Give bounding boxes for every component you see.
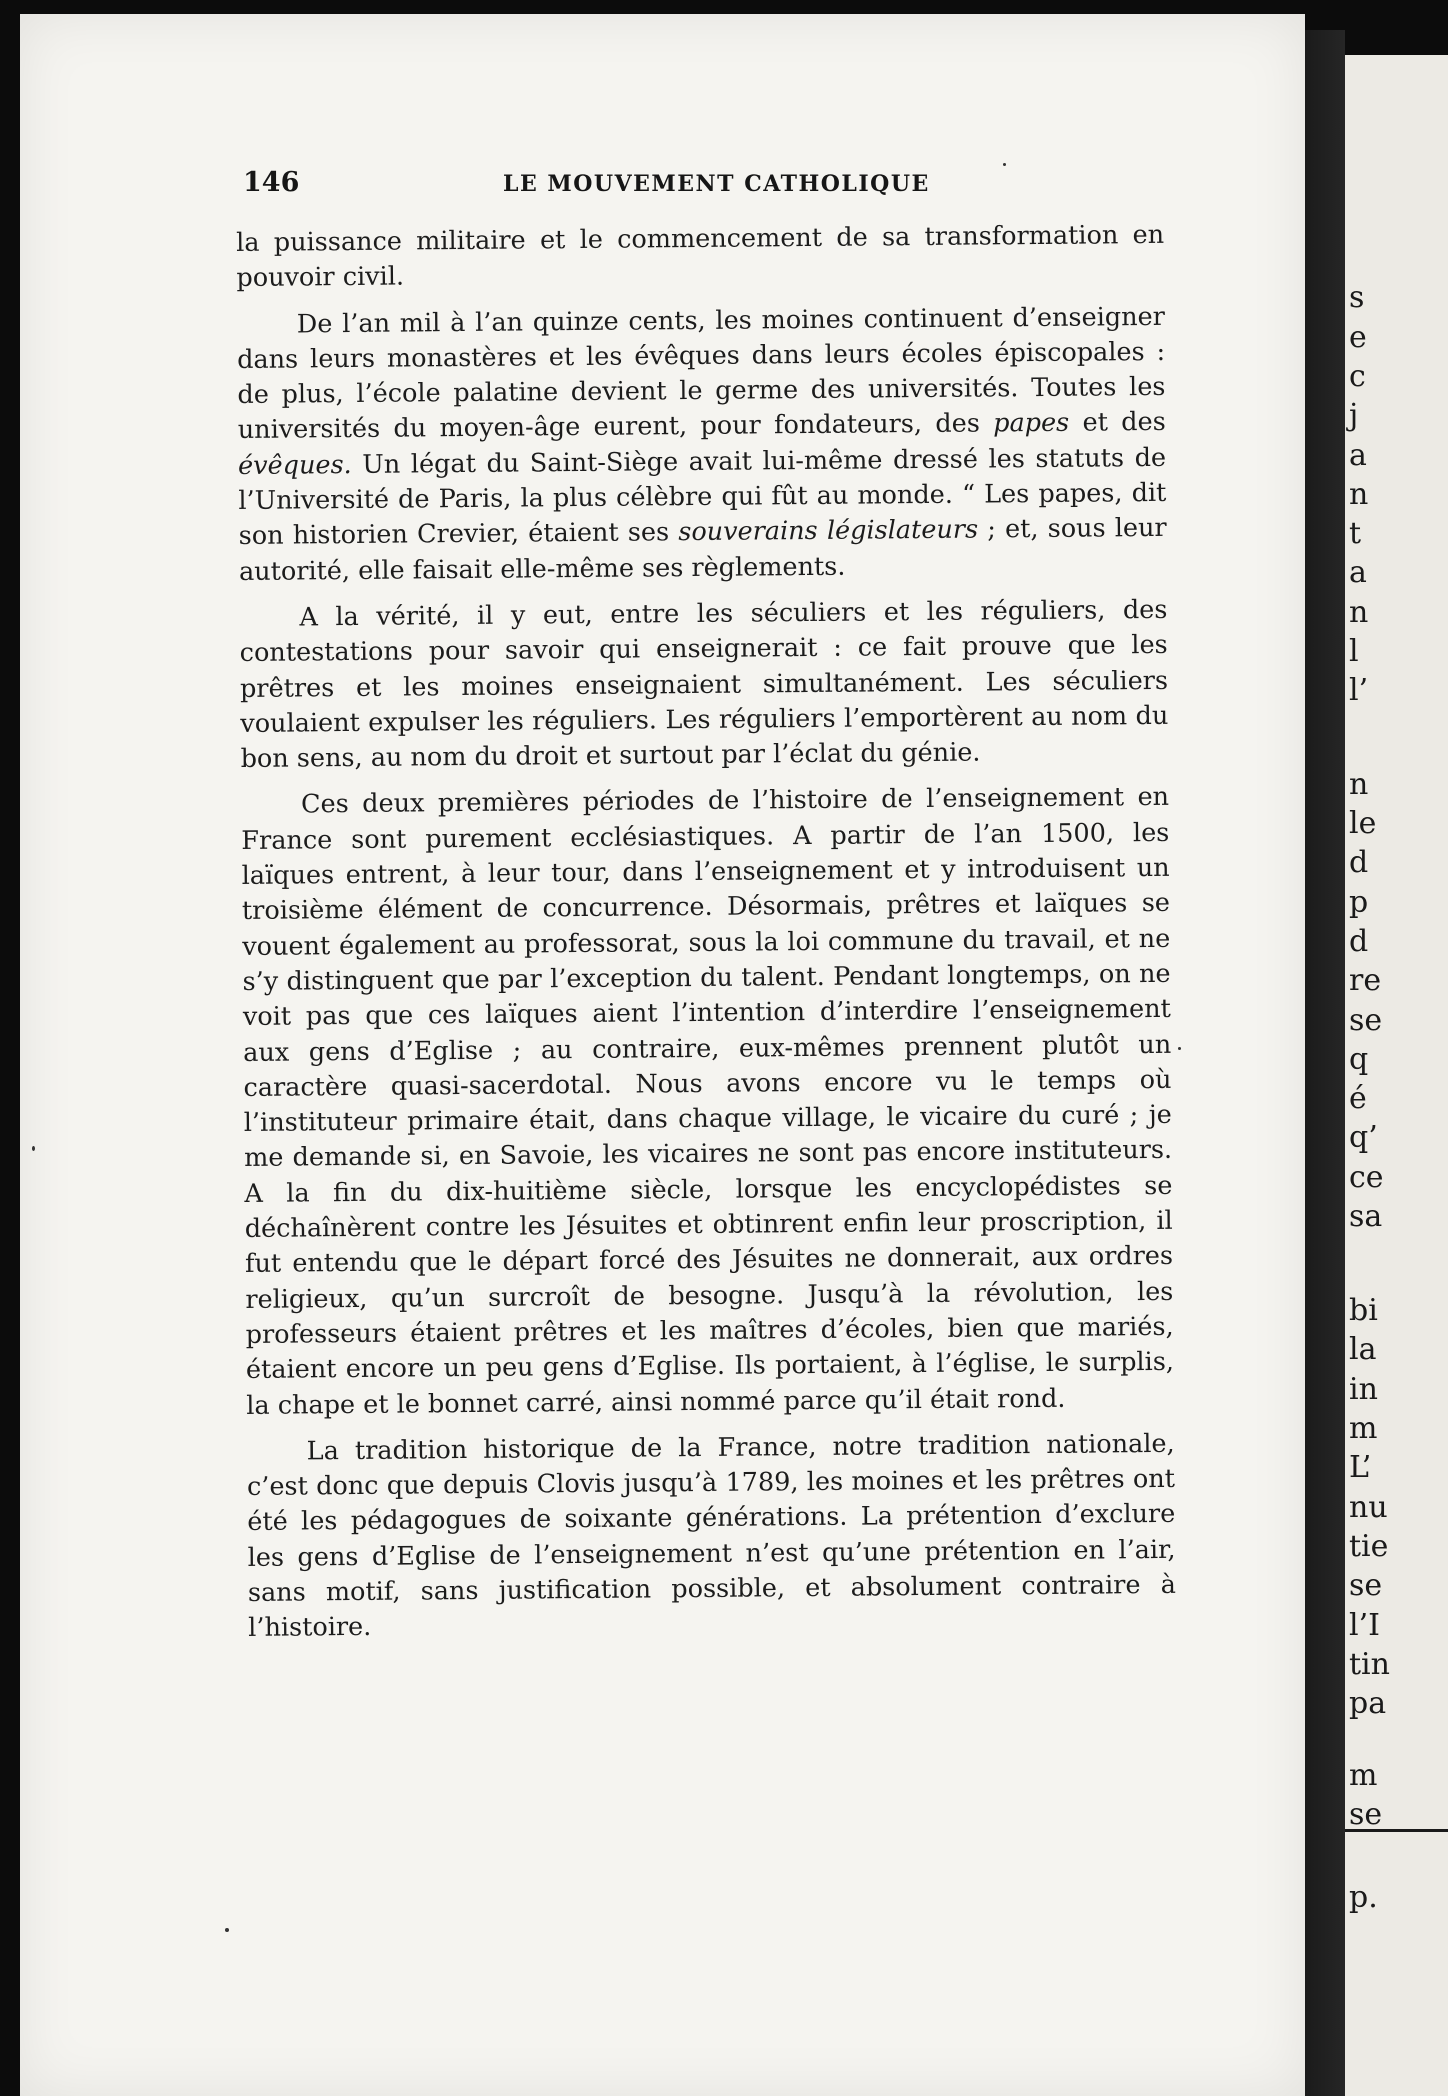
- paragraph-2-text-d: ; et, sous leur autorité, elle faisait elle-même ses règlements.: [238, 513, 1167, 587]
- paragraph-3-text: A la vérité, il y eut, entre les séculiers et les réguliers, des contestations pour savoir qui enseignerait : ce fait prouve que les prêtres et les moines enseignaient simultanément. Les séculiers voulaient expulser les réguliers. Les réguliers l’emportèrent au nom du bon sens, au nom du droit et surtout par l’éclat du génie.: [239, 594, 1169, 775]
- body-text: [236, 218, 1176, 1658]
- facing-page-fragment: nu: [1349, 1490, 1388, 1525]
- italic-souverains-legislateurs: souverains législateurs: [678, 514, 979, 548]
- facing-page-fragment: d: [1349, 845, 1369, 880]
- paragraph-2-text-c: Un légat du Saint-Siège avait lui-même dressé les statuts de l’Université de Paris, la plus célèbre qui fût au monde. “ Les papes, dit son historien Crevier, étaient ses: [238, 442, 1167, 552]
- paragraph-2-text-a: De l’an mil à l’an quinze cents, les moines continuent d’enseigner dans leurs monastères et les évêques dans leurs écoles épiscopales : de plus, l’école palatine devient le germe des universités. Toutes les universités du moyen-âge eurent, pour fondateurs, des: [237, 301, 1166, 446]
- facing-page-edge: [1345, 55, 1448, 2096]
- facing-page-fragment: q: [1349, 1042, 1369, 1077]
- facing-page-fragment: l’: [1349, 673, 1369, 708]
- ink-speck: [32, 1146, 35, 1151]
- paragraph-1: [236, 218, 1165, 297]
- facing-page-fragment: c: [1349, 359, 1366, 394]
- facing-page-fragment: se: [1349, 1797, 1383, 1832]
- ink-speck: [225, 1928, 229, 1932]
- facing-page-fragment: n: [1349, 767, 1369, 802]
- facing-page-fragment: se: [1349, 1568, 1383, 1603]
- page-number: 146: [243, 167, 300, 198]
- facing-page-fragment: re: [1349, 963, 1382, 998]
- paragraph-2-text-b: et des: [1069, 407, 1166, 439]
- facing-page-fragment: in: [1349, 1372, 1378, 1407]
- facing-page-fragment: la: [1349, 1332, 1377, 1367]
- paragraph-2: [237, 299, 1167, 589]
- facing-page-fragment: bi: [1349, 1293, 1378, 1328]
- running-head: [243, 167, 1163, 207]
- italic-eveques: évêques.: [237, 449, 352, 481]
- facing-page-fragment: l’I: [1349, 1608, 1380, 1643]
- facing-page-fragment: a: [1349, 555, 1367, 590]
- facing-page-fragment: n: [1349, 595, 1369, 630]
- facing-page-fragment: n: [1349, 477, 1369, 512]
- facing-page-fragment: j: [1349, 398, 1359, 433]
- facing-page-fragment: pa: [1349, 1686, 1387, 1721]
- paragraph-5: [247, 1427, 1177, 1647]
- running-title: LE MOUVEMENT CATHOLIQUE: [503, 171, 930, 197]
- book-gutter: [1305, 30, 1345, 2096]
- facing-page-fragment: m: [1349, 1411, 1378, 1446]
- paragraph-5-text: La tradition historique de la France, notre tradition nationale, c’est donc que depuis Clovis jusqu’à 1789, les moines et les prêtres ont été les pédagogues de soixante générations. La prétention d’exclure les gens d’Eglise de l’enseignement n’est qu’une prétention en l’air, sans motif, sans justification possible, et absolument contraire à l’histoire.: [246, 1428, 1177, 1644]
- italic-papes: papes: [993, 408, 1070, 439]
- paragraph-1-text: la puissance militaire et le commencement de sa transformation en pouvoir civil.: [236, 219, 1165, 294]
- facing-page-fragment: se: [1349, 1003, 1383, 1038]
- paragraph-4-text: Ces deux premières périodes de l’histoire de l’enseignement en France sont purement ecclésiastiques. A partir de l’an 1500, les laïques entrent, à leur tour, dans l’enseignement et y introduisent un troisième élément de concurrence. Désormais, prêtres et laïques se vouent également au professorat, sous la loi commune du travail, et ne s’y distinguent que par l’exception du talent. Pendant longtemps, on ne voit pas que ces laïques aient l’intention d’interdire l’enseignement aux gens d’Eglise ; au contraire, eux-mêmes prennent plutôt un caractère quasi-sacerdotal. Nous avons encore vu le temps où l’instituteur primaire était, dans chaque village, le vicaire du curé ; je me demande si, en Savoie, les vicaires ne sont pas encore instituteurs. A la fin du dix-huitième siècle, lorsque les encyclopédistes se déchaînèrent contre les Jésuites et obtinrent enfin leur proscription, il fut entendu que le départ forcé des Jésuites ne donnerait, aux ordres religieux, qu’un surcroît de besogne. Jusqu’à la révolution, les professeurs étaient prêtres et les maîtres d’écoles, bien que mariés, étaient encore un peu gens d’Eglise. Ils portaient, à l’église, le surplis, la chape et le bonnet carré, ainsi nommé parce qu’il était rond.: [241, 782, 1175, 1421]
- facing-page-fragment: L’: [1349, 1450, 1372, 1485]
- facing-page-fragment: p: [1349, 885, 1369, 920]
- facing-page-fragment: q’: [1349, 1120, 1378, 1155]
- facing-page-fragment: m: [1349, 1758, 1378, 1793]
- facing-page-fragment: tin: [1349, 1647, 1390, 1682]
- facing-page-fragment: l: [1349, 634, 1359, 669]
- ink-speck: [1003, 163, 1006, 166]
- facing-page-fragment: p.: [1349, 1880, 1378, 1915]
- facing-page-fragment: s: [1349, 280, 1365, 315]
- facing-page-fragment: a: [1349, 438, 1367, 473]
- facing-page-fragment: tie: [1349, 1529, 1389, 1564]
- facing-page-fragment: t: [1349, 516, 1362, 551]
- facing-page-fragment: ce: [1349, 1160, 1384, 1195]
- paragraph-4: [241, 780, 1175, 1423]
- ink-speck: [1178, 1047, 1181, 1050]
- facing-page-fragment: sa: [1349, 1199, 1383, 1234]
- facing-page-fragment: d: [1349, 924, 1369, 959]
- facing-page-fragment: é: [1349, 1081, 1367, 1116]
- paragraph-3: [239, 593, 1169, 778]
- facing-page-fragment: e: [1349, 320, 1367, 355]
- facing-page-fragment: le: [1349, 806, 1377, 841]
